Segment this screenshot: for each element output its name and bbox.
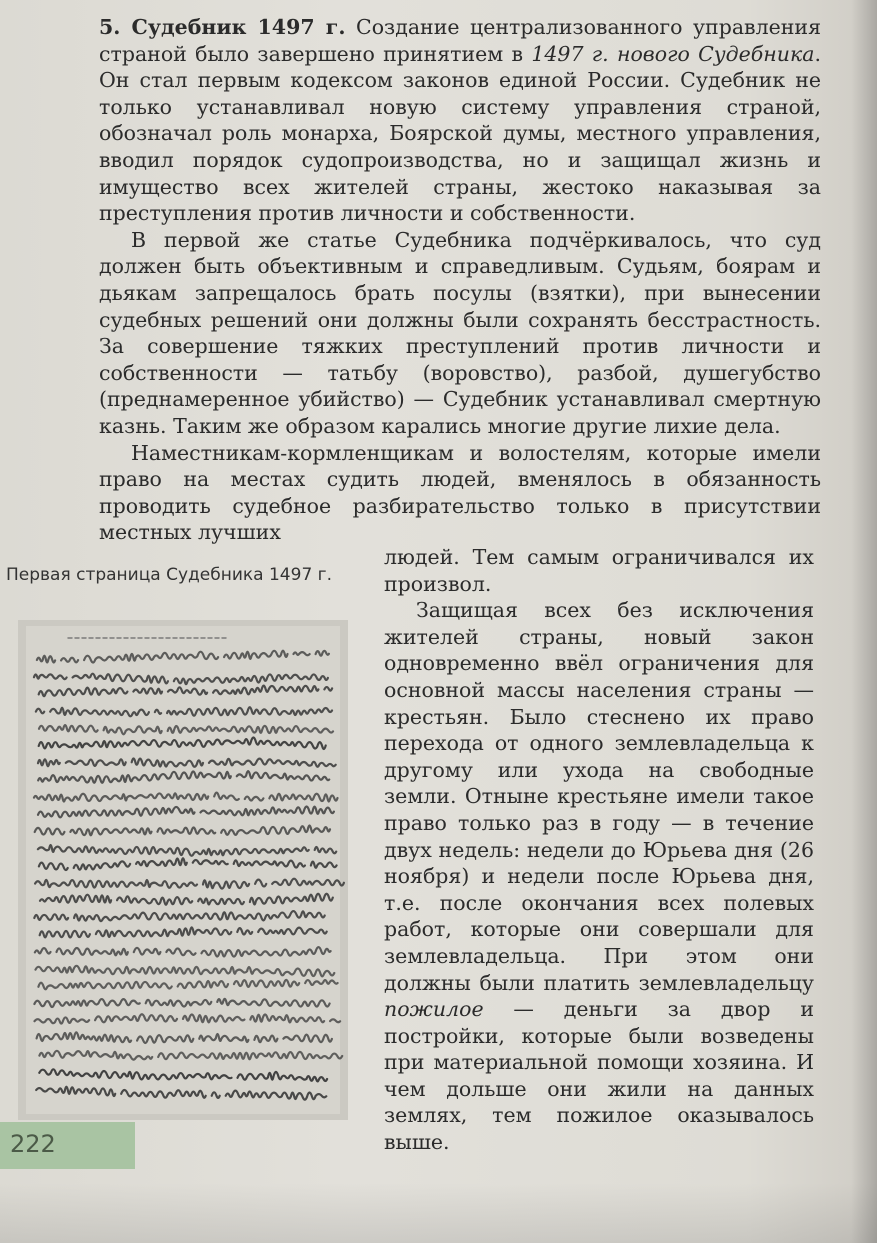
page-number-band (0, 1122, 135, 1169)
paragraph-4-text-a: Защищая всех без исключения жителей страны, новый закон одновременно ввёл ограничения для основной массы населения страны — крестьян. Было стеснено их право перехода от одного землевладельца к другому или ухода на свободные земли. Отныне крестьяне имели такое право только раз в году — в течение двух недель: недели до Юрьева дня (26 ноября) и недели после Юрьева дня, т.е. после окончания всех полевых работ, которые они совершали для землевладельца. При этом они должны были платить землевладельцу (384, 598, 814, 995)
page-bottom-edge (0, 1183, 877, 1243)
paragraph-3-continued: людей. Тем самым ограничивался их произвол. (384, 545, 814, 596)
page-binding-shadow (851, 0, 877, 1243)
manuscript-illustration (18, 620, 348, 1120)
paragraph-4-text-b: — деньги за двор и постройки, которые были возведены при материальной помощи хозяина. И чем дольше они жили на данных землях, тем пожилое оказывалось выше. (384, 997, 814, 1155)
manuscript-image (18, 620, 348, 1120)
paragraph-1-text-b: . Он стал первым кодексом законов единой России. Судебник не только устанавливал новую систему управления страной, обозначал роль монарха, Боярской думы, местного управления, вводил порядок судопроизводства, но и защищал жизнь и имущество всех жителей страны, жестоко наказывая за преступления против личности и собственности. (99, 41, 821, 226)
section-heading: 5. Судебник 1497 г. (99, 15, 346, 39)
page-number: 222 (10, 1130, 56, 1158)
paragraph-4-italic: пожилое (384, 997, 484, 1022)
paragraph-1 (99, 14, 821, 227)
paragraph-4 (384, 597, 814, 1155)
wrap-text-block (384, 544, 814, 1156)
paragraph-2: В первой же статье Судебника подчёркивалось, что суд должен быть объективным и справедливым. Судьям, боярам и дьякам запрещалось брать посулы (взятки), при вынесении судебных решений они должны были сохранять бесстрастность. За совершение тяжких преступлений против личности и собственности — татьбу (воровство), разбой, душегубство (преднамеренное убийство) — Судебник устанавливал смертную казнь. Таким же образом карались многие другие лихие дела. (99, 227, 821, 438)
paragraph-1-italic: 1497 г. нового Судебника (531, 41, 815, 66)
paragraph-1-text-a: Создание централизованного управления страной было завершено принятием в (99, 15, 821, 66)
figure-caption: Первая страница Судебника 1497 г. (6, 565, 332, 585)
paragraph-3: Наместникам-кормленщикам и волостелям, которые имели право на местах судить людей, вменялось в обязанность проводить судебное разбирательство только в присутствии местных лучших (99, 440, 821, 545)
main-text-block (99, 14, 821, 546)
